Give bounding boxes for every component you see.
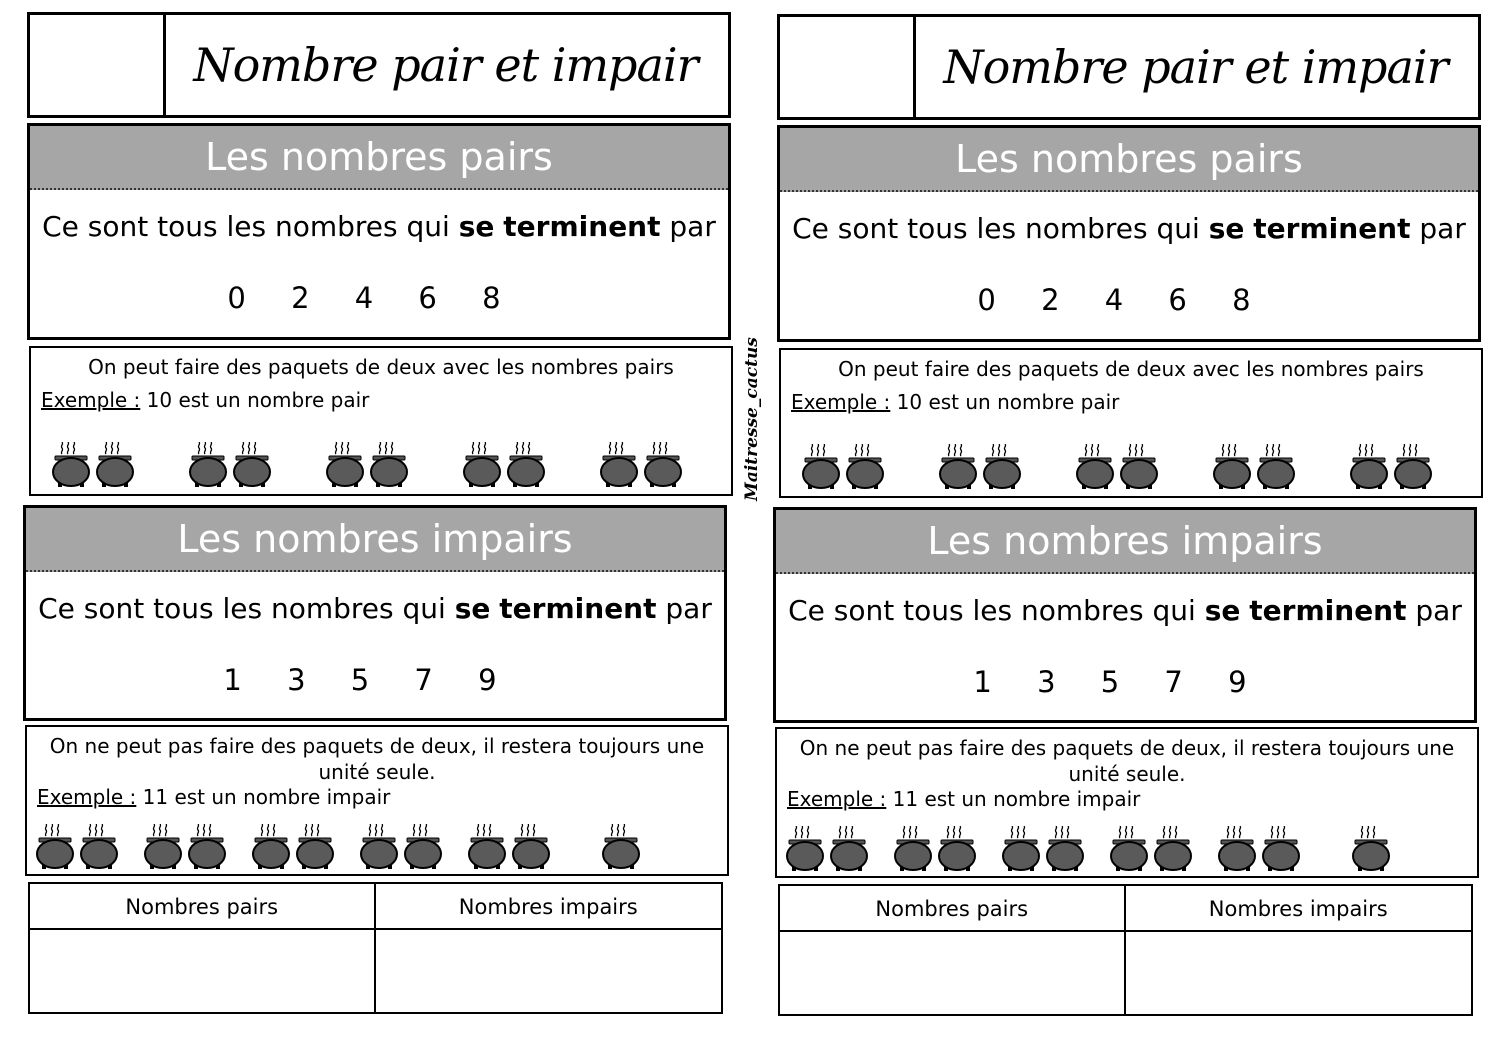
- cauldron-icon: [936, 444, 980, 490]
- cauldron-gap: [1298, 444, 1347, 490]
- even-example-box: [779, 348, 1483, 498]
- cauldron-icon: [49, 442, 93, 488]
- cauldron-icon: [249, 824, 293, 870]
- odd-definition: [776, 594, 1474, 627]
- cauldron-icon: [935, 826, 979, 872]
- cauldron-gap: [553, 824, 599, 870]
- odd-header: Les nombres impairs: [26, 508, 724, 572]
- cauldron-gap: [337, 824, 357, 870]
- table-header-odd: Nombres impairs: [376, 884, 722, 930]
- even-example-line: [791, 390, 1481, 414]
- cauldron-gap: [1024, 444, 1073, 490]
- example-text: 10 est un nombre pair: [140, 388, 370, 412]
- odd-example-intro: On ne peut pas faire des paquets de deux, il restera toujours une unité seule.: [49, 734, 705, 784]
- cauldron-icon: [827, 826, 871, 872]
- even-example-intro: On peut faire des paquets de deux avec les nombres pairs: [88, 355, 674, 379]
- def-bold: se: [458, 210, 495, 243]
- cauldron-icon: [509, 824, 553, 870]
- cauldron-icon: [33, 824, 77, 870]
- cauldron-gap: [445, 824, 465, 870]
- cauldron-icon: [1215, 826, 1259, 872]
- cauldron-icon: [401, 824, 445, 870]
- cauldron-gap: [1303, 826, 1349, 872]
- cauldron-gap: [979, 826, 999, 872]
- sort-table: [778, 884, 1473, 1016]
- cauldron-gap: [229, 824, 249, 870]
- def-bold: se: [454, 592, 491, 625]
- odd-example-line: [37, 785, 727, 809]
- cauldron-icon: [980, 444, 1024, 490]
- page-title: Nombre pair et impair: [193, 38, 698, 92]
- cauldron-icon: [1210, 444, 1254, 490]
- cauldron-icon: [230, 442, 274, 488]
- cauldron-icon: [357, 824, 401, 870]
- cauldron-icon: [323, 442, 367, 488]
- odd-example-intro: On ne peut pas faire des paquets de deux, il restera toujours une unité seule.: [799, 736, 1455, 786]
- empty-cell: [30, 15, 166, 115]
- cauldron-icon: [1073, 444, 1117, 490]
- def-text: par: [1415, 594, 1462, 627]
- cauldron-icon: [599, 824, 643, 870]
- lesson-card-left: [27, 12, 737, 1022]
- cauldron-icon: [1349, 826, 1393, 872]
- def-bold: terminent: [1249, 594, 1407, 627]
- table-cell-even[interactable]: [780, 932, 1126, 1014]
- cauldron-gap: [121, 824, 141, 870]
- even-example-intro: On peut faire des paquets de deux avec les nombres pairs: [838, 357, 1424, 381]
- odd-definition: [26, 592, 724, 625]
- cauldron-icon: [1254, 444, 1298, 490]
- cauldron-gap: [1195, 826, 1215, 872]
- def-text: Ce sont tous les nombres qui: [792, 212, 1209, 245]
- cauldron-gap: [1161, 444, 1210, 490]
- cauldron-icon: [799, 444, 843, 490]
- example-label: Exemple :: [787, 787, 887, 811]
- def-bold: se: [1208, 212, 1245, 245]
- sort-table: [28, 882, 723, 1014]
- odd-digits: 1 3 5 7 9: [223, 663, 497, 697]
- cauldron-gap: [887, 444, 936, 490]
- def-text: par: [1419, 212, 1466, 245]
- odd-section: [773, 507, 1477, 723]
- even-section: [27, 123, 731, 340]
- empty-cell: [780, 17, 916, 117]
- example-text: 10 est un nombre pair: [890, 390, 1120, 414]
- cauldron-icon: [141, 824, 185, 870]
- cauldron-icon: [843, 444, 887, 490]
- cauldron-icon: [1107, 826, 1151, 872]
- even-example-line: [41, 388, 731, 412]
- table-cell-odd[interactable]: [1126, 932, 1472, 1014]
- table-header-odd: Nombres impairs: [1126, 886, 1472, 932]
- example-text: 11 est un nombre impair: [136, 785, 391, 809]
- odd-header: Les nombres impairs: [776, 510, 1474, 574]
- def-text: par: [665, 592, 712, 625]
- example-label: Exemple :: [37, 785, 137, 809]
- cauldron-icon: [77, 824, 121, 870]
- cauldron-icon: [999, 826, 1043, 872]
- cauldron-icon: [293, 824, 337, 870]
- cauldron-row: [33, 824, 643, 870]
- table-cell-even[interactable]: [30, 930, 376, 1012]
- cauldron-icon: [465, 824, 509, 870]
- cauldron-icon: [504, 442, 548, 488]
- odd-example-box: [775, 727, 1479, 878]
- even-digits: 0 2 4 6 8: [227, 281, 501, 315]
- cauldron-gap: [137, 442, 186, 488]
- cauldron-icon: [460, 442, 504, 488]
- cauldron-icon: [1391, 444, 1435, 490]
- def-text: par: [669, 210, 716, 243]
- example-text: 11 est un nombre impair: [886, 787, 1141, 811]
- even-example-box: [29, 346, 733, 496]
- cauldron-icon: [597, 442, 641, 488]
- cauldron-icon: [185, 824, 229, 870]
- table-header-even: Nombres pairs: [30, 884, 376, 930]
- title-box: [777, 14, 1481, 120]
- cauldron-icon: [1347, 444, 1391, 490]
- even-header: Les nombres pairs: [30, 126, 728, 190]
- cauldron-gap: [548, 442, 597, 488]
- cauldron-icon: [891, 826, 935, 872]
- def-text: Ce sont tous les nombres qui: [788, 594, 1205, 627]
- example-label: Exemple :: [791, 390, 891, 414]
- example-label: Exemple :: [41, 388, 141, 412]
- even-header: Les nombres pairs: [780, 128, 1478, 192]
- cauldron-row: [49, 442, 685, 488]
- cauldron-icon: [93, 442, 137, 488]
- even-definition: [780, 212, 1478, 245]
- cauldron-gap: [274, 442, 323, 488]
- cauldron-icon: [186, 442, 230, 488]
- cauldron-icon: [1043, 826, 1087, 872]
- cauldron-row: [799, 444, 1435, 490]
- cauldron-gap: [1087, 826, 1107, 872]
- table-header-even: Nombres pairs: [780, 886, 1126, 932]
- cauldron-gap: [411, 442, 460, 488]
- lesson-card-right: [777, 14, 1487, 1024]
- def-bold: terminent: [499, 592, 657, 625]
- odd-example-line: [787, 787, 1477, 811]
- table-cell-odd[interactable]: [376, 930, 722, 1012]
- cauldron-icon: [367, 442, 411, 488]
- odd-digits: 1 3 5 7 9: [973, 665, 1247, 699]
- cauldron-row: [783, 826, 1393, 872]
- even-definition: [30, 210, 728, 243]
- odd-section: [23, 505, 727, 721]
- page-title: Nombre pair et impair: [943, 40, 1448, 94]
- watermark: Maitresse_cactus: [742, 337, 762, 501]
- cauldron-icon: [1117, 444, 1161, 490]
- def-bold: se: [1204, 594, 1241, 627]
- cauldron-icon: [641, 442, 685, 488]
- cauldron-icon: [1151, 826, 1195, 872]
- title-box: [27, 12, 731, 118]
- def-bold: terminent: [503, 210, 661, 243]
- def-text: Ce sont tous les nombres qui: [42, 210, 459, 243]
- def-text: Ce sont tous les nombres qui: [38, 592, 455, 625]
- def-bold: terminent: [1253, 212, 1411, 245]
- cauldron-icon: [783, 826, 827, 872]
- odd-example-box: [25, 725, 729, 876]
- even-section: [777, 125, 1481, 342]
- cauldron-gap: [871, 826, 891, 872]
- even-digits: 0 2 4 6 8: [977, 283, 1251, 317]
- cauldron-icon: [1259, 826, 1303, 872]
